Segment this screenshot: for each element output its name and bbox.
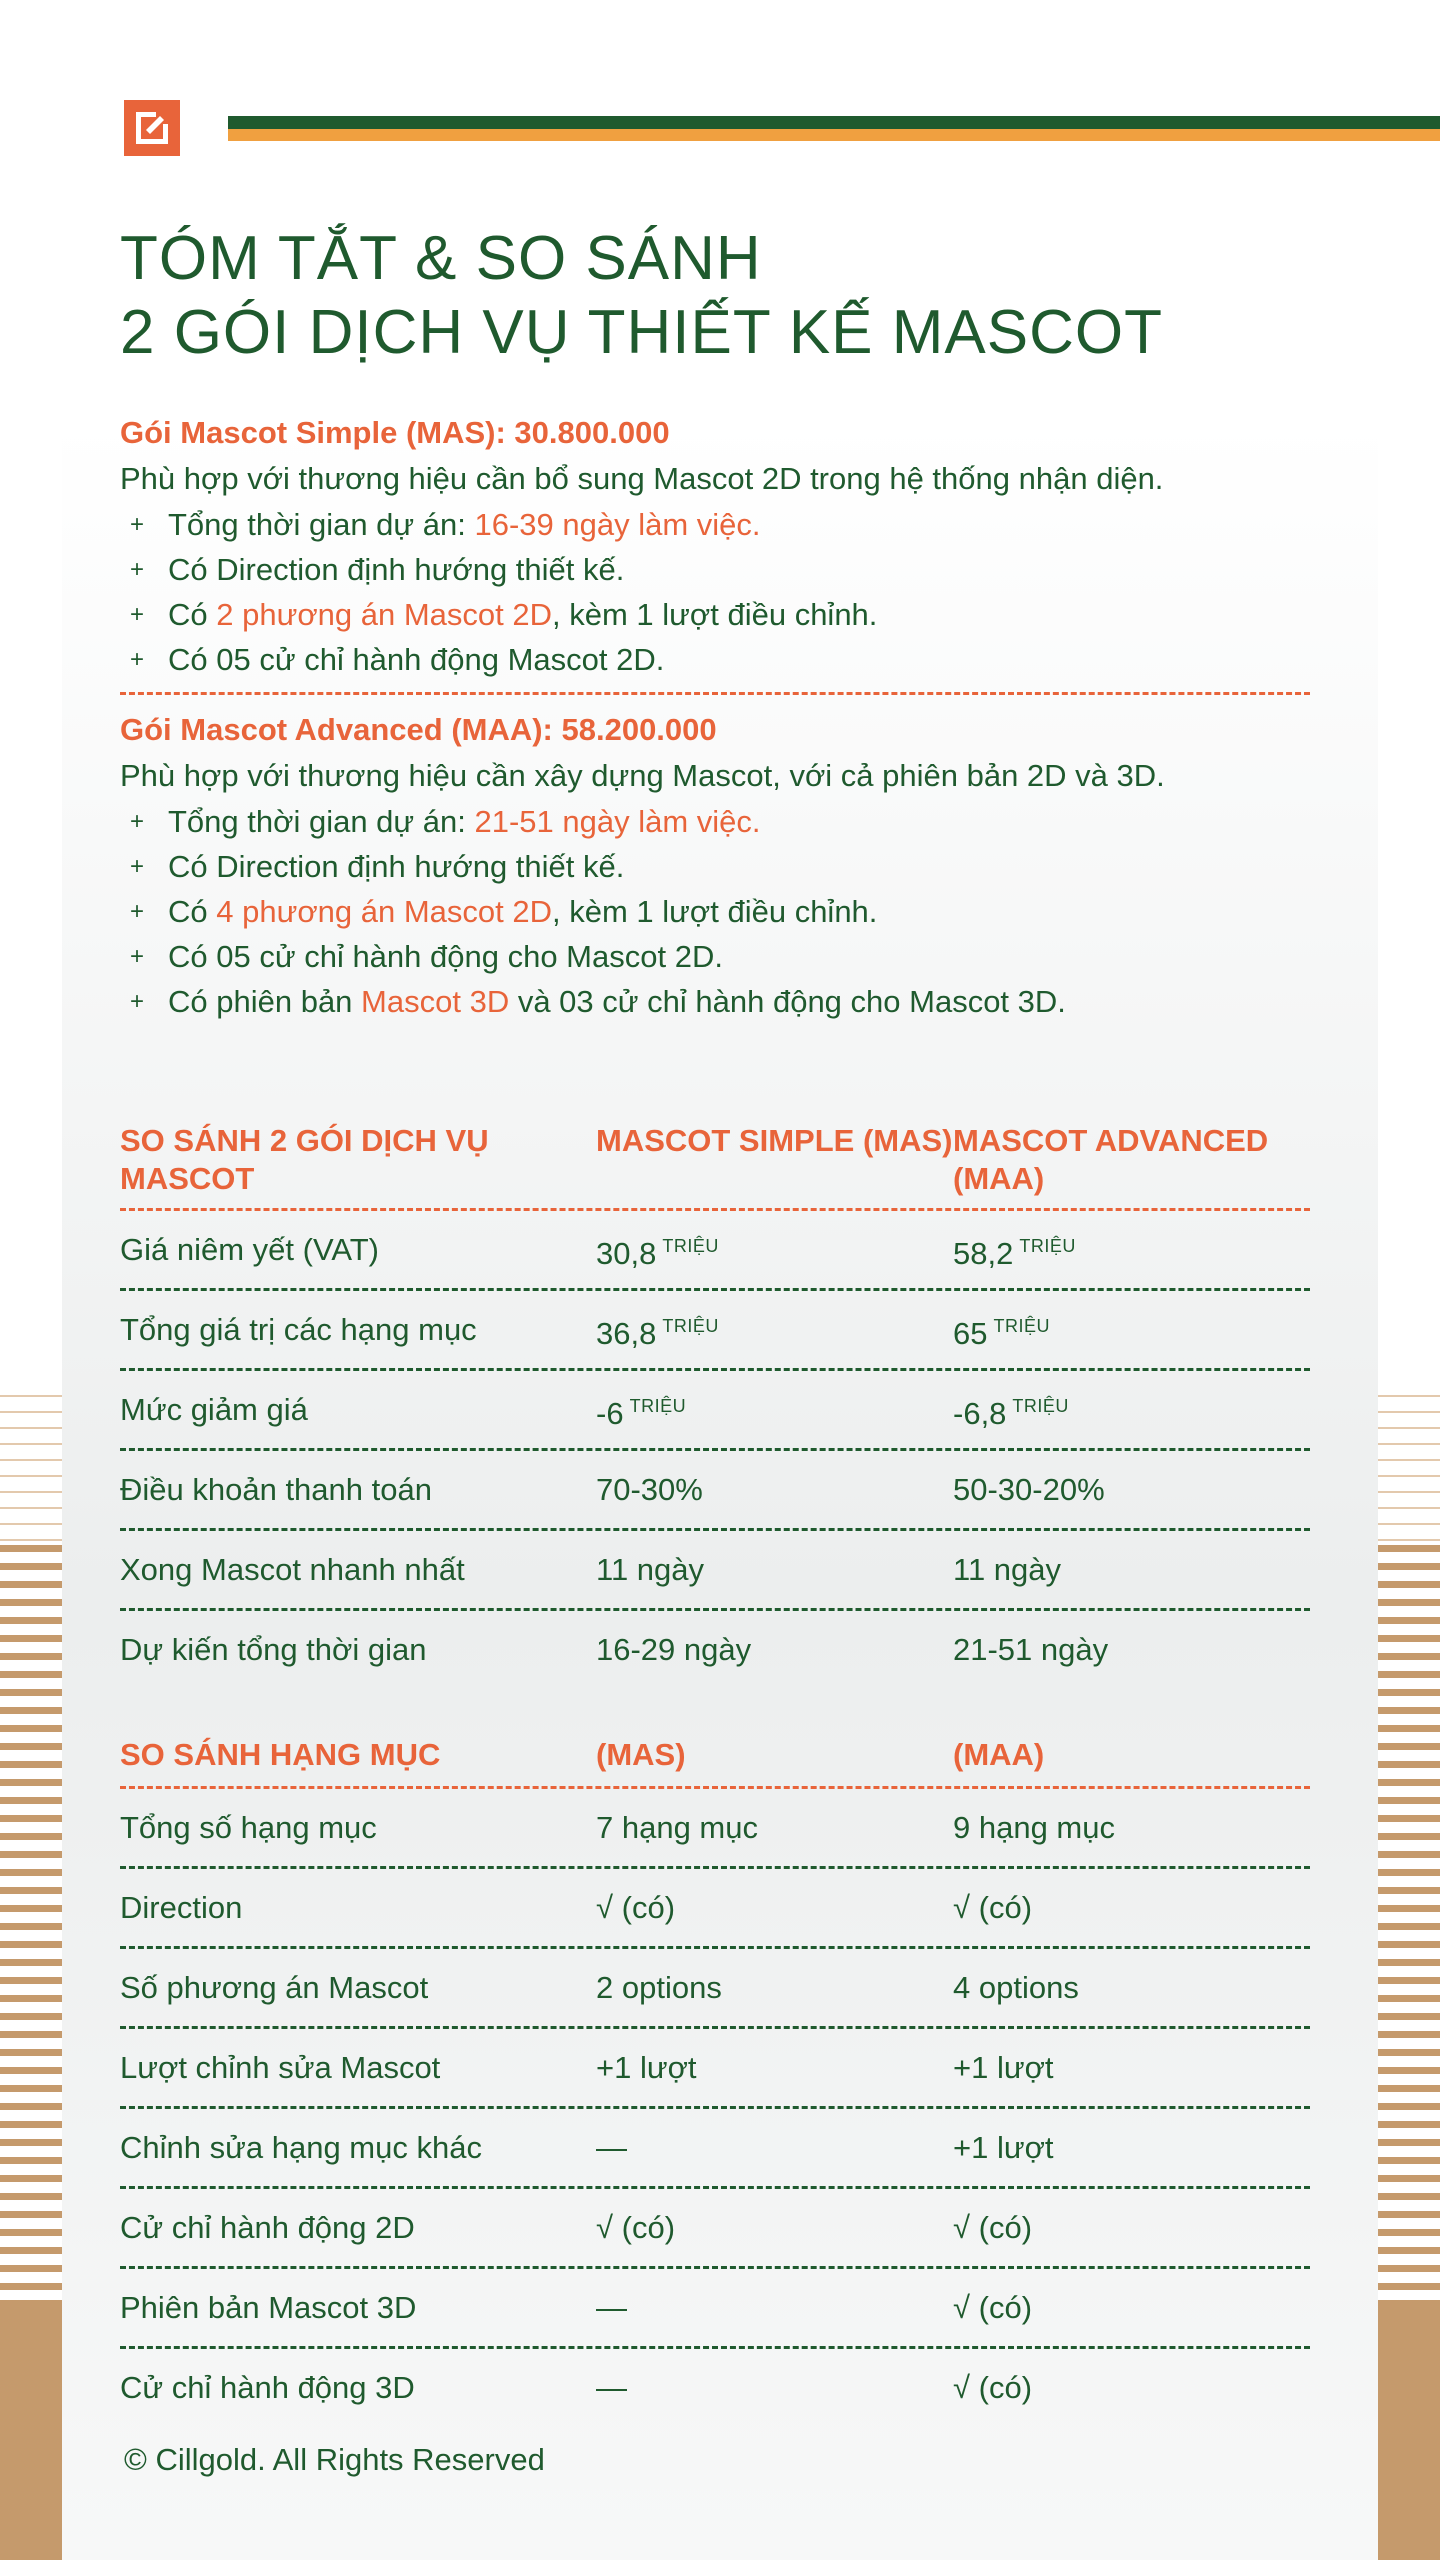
value-mas xyxy=(596,2289,953,2327)
feature-text: Có 05 cử chỉ hành động Mascot 2D. xyxy=(168,642,665,677)
value-text: 11 ngày xyxy=(596,1551,705,1587)
value-text: 21-51 ngày xyxy=(953,1631,1109,1667)
decor-stripes-right xyxy=(1378,1545,1440,2560)
table-row xyxy=(120,2189,1310,2266)
row-label: Cử chỉ hành động 3D xyxy=(120,2369,415,2405)
value-maa xyxy=(953,2049,1310,2087)
table-row xyxy=(120,1291,1310,1368)
value-maa xyxy=(953,2289,1310,2327)
feature-highlight: 2 phương án Mascot 2D xyxy=(216,597,553,632)
package-advanced-name: Gói Mascot Advanced (MAA): 58.200.000 xyxy=(120,712,717,747)
brand-logo-icon xyxy=(124,100,180,156)
row-label: Dự kiến tổng thời gian xyxy=(120,1631,427,1667)
table-row xyxy=(120,1789,1310,1866)
decor-stripes-left-light xyxy=(0,1395,62,1545)
items-table-header xyxy=(120,1736,1310,1786)
title-line-1: TÓM TẮT & SO SÁNH xyxy=(120,224,762,293)
feature-text: Có 05 cử chỉ hành động cho Mascot 2D. xyxy=(168,939,723,974)
unit-label: TRIỆU xyxy=(629,1395,687,1416)
header-bar-green xyxy=(228,116,1440,129)
items-header-mas: (MAS) xyxy=(596,1737,686,1772)
value-text: 58,2 xyxy=(953,1235,1014,1271)
value-mas xyxy=(596,1809,953,1847)
feature-item xyxy=(120,502,1310,547)
decor-stripes-right-light xyxy=(1378,1395,1440,1545)
value-text: — xyxy=(596,2129,627,2165)
feature-item xyxy=(120,934,1310,979)
value-maa xyxy=(953,2209,1310,2247)
table-row xyxy=(120,1949,1310,2026)
value-maa xyxy=(953,1551,1310,1589)
plus-icon: + xyxy=(130,943,145,970)
row-label: Cử chỉ hành động 2D xyxy=(120,2209,415,2245)
row-label: Xong Mascot nhanh nhất xyxy=(120,1551,465,1587)
value-mas xyxy=(596,1889,953,1927)
table-row xyxy=(120,2109,1310,2186)
value-text: 70-30% xyxy=(596,1471,703,1507)
value-text: 16-29 ngày xyxy=(596,1631,752,1667)
table-row xyxy=(120,2349,1310,2426)
feature-item xyxy=(120,979,1310,1024)
value-text: 2 options xyxy=(596,1969,722,2005)
feature-item xyxy=(120,889,1310,934)
plus-icon: + xyxy=(130,808,145,835)
table-row xyxy=(120,1451,1310,1528)
table-row xyxy=(120,2029,1310,2106)
feature-text: Có Direction định hướng thiết kế. xyxy=(168,552,625,587)
feature-item xyxy=(120,592,1310,637)
plus-icon: + xyxy=(130,646,145,673)
value-text: 30,8 xyxy=(596,1235,657,1271)
title-line-2: 2 GÓI DỊCH VỤ THIẾT KẾ MASCOT xyxy=(120,298,1163,367)
value-text: -6 xyxy=(596,1395,624,1431)
value-maa xyxy=(953,1969,1310,2007)
plus-icon: + xyxy=(130,988,145,1015)
compare-table xyxy=(120,1122,1310,1688)
plus-icon: + xyxy=(130,511,145,538)
feature-highlight: 4 phương án Mascot 2D xyxy=(216,894,553,929)
value-text: 11 ngày xyxy=(953,1551,1062,1587)
plus-icon: + xyxy=(130,898,145,925)
value-text: √ (có) xyxy=(953,2369,1033,2405)
row-label: Phiên bản Mascot 3D xyxy=(120,2289,417,2325)
row-label: Chỉnh sửa hạng mục khác xyxy=(120,2129,482,2165)
items-header-label: SO SÁNH HẠNG MỤC xyxy=(120,1737,441,1772)
unit-label: TRIỆU xyxy=(1012,1395,1069,1416)
unit-label: TRIỆU xyxy=(1019,1235,1076,1256)
header-bar-orange xyxy=(228,129,1440,141)
value-text: √ (có) xyxy=(953,1889,1033,1925)
value-mas xyxy=(596,2049,953,2087)
row-label: Mức giảm giá xyxy=(120,1391,308,1427)
value-text: 9 hạng mục xyxy=(953,1809,1115,1845)
value-text: — xyxy=(596,2289,627,2325)
unit-label: TRIỆU xyxy=(993,1315,1050,1336)
value-text: √ (có) xyxy=(596,1889,676,1925)
feature-item xyxy=(120,844,1310,889)
value-text: 50-30-20% xyxy=(953,1471,1105,1507)
row-label: Giá niêm yết (VAT) xyxy=(120,1231,379,1267)
table-row xyxy=(120,1869,1310,1946)
value-mas xyxy=(596,1631,953,1669)
unit-label: TRIỆU xyxy=(662,1315,719,1336)
value-mas xyxy=(596,2369,953,2407)
plus-icon: + xyxy=(130,556,145,583)
package-simple-features xyxy=(120,502,1310,682)
plus-icon: + xyxy=(130,853,145,880)
feature-highlight: 16-39 ngày làm việc. xyxy=(474,507,761,542)
plus-icon: + xyxy=(130,601,145,628)
row-label: Lượt chỉnh sửa Mascot xyxy=(120,2049,441,2085)
value-text: +1 lượt xyxy=(953,2049,1054,2085)
value-maa xyxy=(953,1227,1310,1273)
feature-item xyxy=(120,637,1310,682)
feature-text: , kèm 1 lượt điều chỉnh. xyxy=(552,894,878,929)
section-divider xyxy=(120,692,1310,695)
value-text: √ (có) xyxy=(953,2289,1033,2325)
table-row xyxy=(120,1531,1310,1608)
unit-label: TRIỆU xyxy=(662,1235,719,1256)
feature-highlight: Mascot 3D xyxy=(361,984,510,1019)
items-header-maa: (MAA) xyxy=(953,1737,1045,1772)
value-text: 36,8 xyxy=(596,1315,657,1351)
value-text: 4 options xyxy=(953,1969,1079,2005)
table-row xyxy=(120,2269,1310,2346)
row-label: Tổng giá trị các hạng mục xyxy=(120,1311,477,1347)
feature-text: Tổng thời gian dự án: xyxy=(168,804,475,839)
row-label: Điều khoản thanh toán xyxy=(120,1471,432,1507)
package-advanced-desc: Phù hợp với thương hiệu cần xây dựng Mascot, với cả phiên bản 2D và 3D. xyxy=(120,758,1165,793)
value-text: — xyxy=(596,2369,627,2405)
value-maa xyxy=(953,1307,1310,1353)
value-maa xyxy=(953,1889,1310,1927)
package-simple-desc: Phù hợp với thương hiệu cần bổ sung Mascot 2D trong hệ thống nhận diện. xyxy=(120,461,1164,496)
page-title xyxy=(120,222,1163,370)
value-maa xyxy=(953,2369,1310,2407)
value-text: 7 hạng mục xyxy=(596,1809,758,1845)
package-advanced xyxy=(120,707,1310,1024)
copyright-footer: © Cillgold. All Rights Reserved xyxy=(124,2442,545,2477)
feature-item xyxy=(120,547,1310,592)
compare-table-body xyxy=(120,1211,1310,1688)
compare-header-mas: MASCOT SIMPLE (MAS) xyxy=(596,1123,953,1158)
value-mas xyxy=(596,1969,953,2007)
feature-text: Tổng thời gian dự án: xyxy=(168,507,475,542)
value-maa xyxy=(953,2129,1310,2167)
value-maa xyxy=(953,1387,1310,1433)
value-mas xyxy=(596,1227,953,1273)
value-text: +1 lượt xyxy=(953,2129,1054,2165)
feature-item xyxy=(120,799,1310,844)
decor-stripes-left xyxy=(0,1545,62,2560)
value-maa xyxy=(953,1471,1310,1509)
compare-table-header xyxy=(120,1122,1310,1208)
feature-text: Có Direction định hướng thiết kế. xyxy=(168,849,625,884)
row-label: Tổng số hạng mục xyxy=(120,1809,377,1845)
feature-text: và 03 cử chỉ hành động cho Mascot 3D. xyxy=(509,984,1066,1019)
feature-highlight: 21-51 ngày làm việc. xyxy=(474,804,761,839)
value-text: +1 lượt xyxy=(596,2049,697,2085)
compare-header-maa: MASCOT ADVANCED (MAA) xyxy=(953,1123,1269,1196)
compare-header-label: SO SÁNH 2 GÓI DỊCH VỤ MASCOT xyxy=(120,1123,489,1196)
table-row xyxy=(120,1611,1310,1688)
package-simple-name: Gói Mascot Simple (MAS): 30.800.000 xyxy=(120,415,670,450)
row-label: Số phương án Mascot xyxy=(120,1969,429,2005)
value-mas xyxy=(596,1387,953,1433)
items-table xyxy=(120,1736,1310,2426)
packages-summary xyxy=(120,410,1310,1024)
value-maa xyxy=(953,1809,1310,1847)
value-maa xyxy=(953,1631,1310,1669)
header-bar xyxy=(228,116,1440,141)
value-text: 65 xyxy=(953,1315,988,1351)
value-text: -6,8 xyxy=(953,1395,1007,1431)
value-mas xyxy=(596,1471,953,1509)
value-mas xyxy=(596,1307,953,1353)
package-simple xyxy=(120,410,1310,682)
value-text: √ (có) xyxy=(953,2209,1033,2245)
table-row xyxy=(120,1211,1310,1288)
feature-text: Có xyxy=(168,894,217,929)
value-mas xyxy=(596,2129,953,2167)
value-mas xyxy=(596,2209,953,2247)
feature-text: Có xyxy=(168,597,217,632)
feature-text: , kèm 1 lượt điều chỉnh. xyxy=(552,597,878,632)
package-advanced-features xyxy=(120,799,1310,1024)
value-text: √ (có) xyxy=(596,2209,676,2245)
table-row xyxy=(120,1371,1310,1448)
row-label: Direction xyxy=(120,1889,243,1925)
feature-text: Có phiên bản xyxy=(168,984,362,1019)
value-mas xyxy=(596,1551,953,1589)
items-table-body xyxy=(120,1789,1310,2426)
